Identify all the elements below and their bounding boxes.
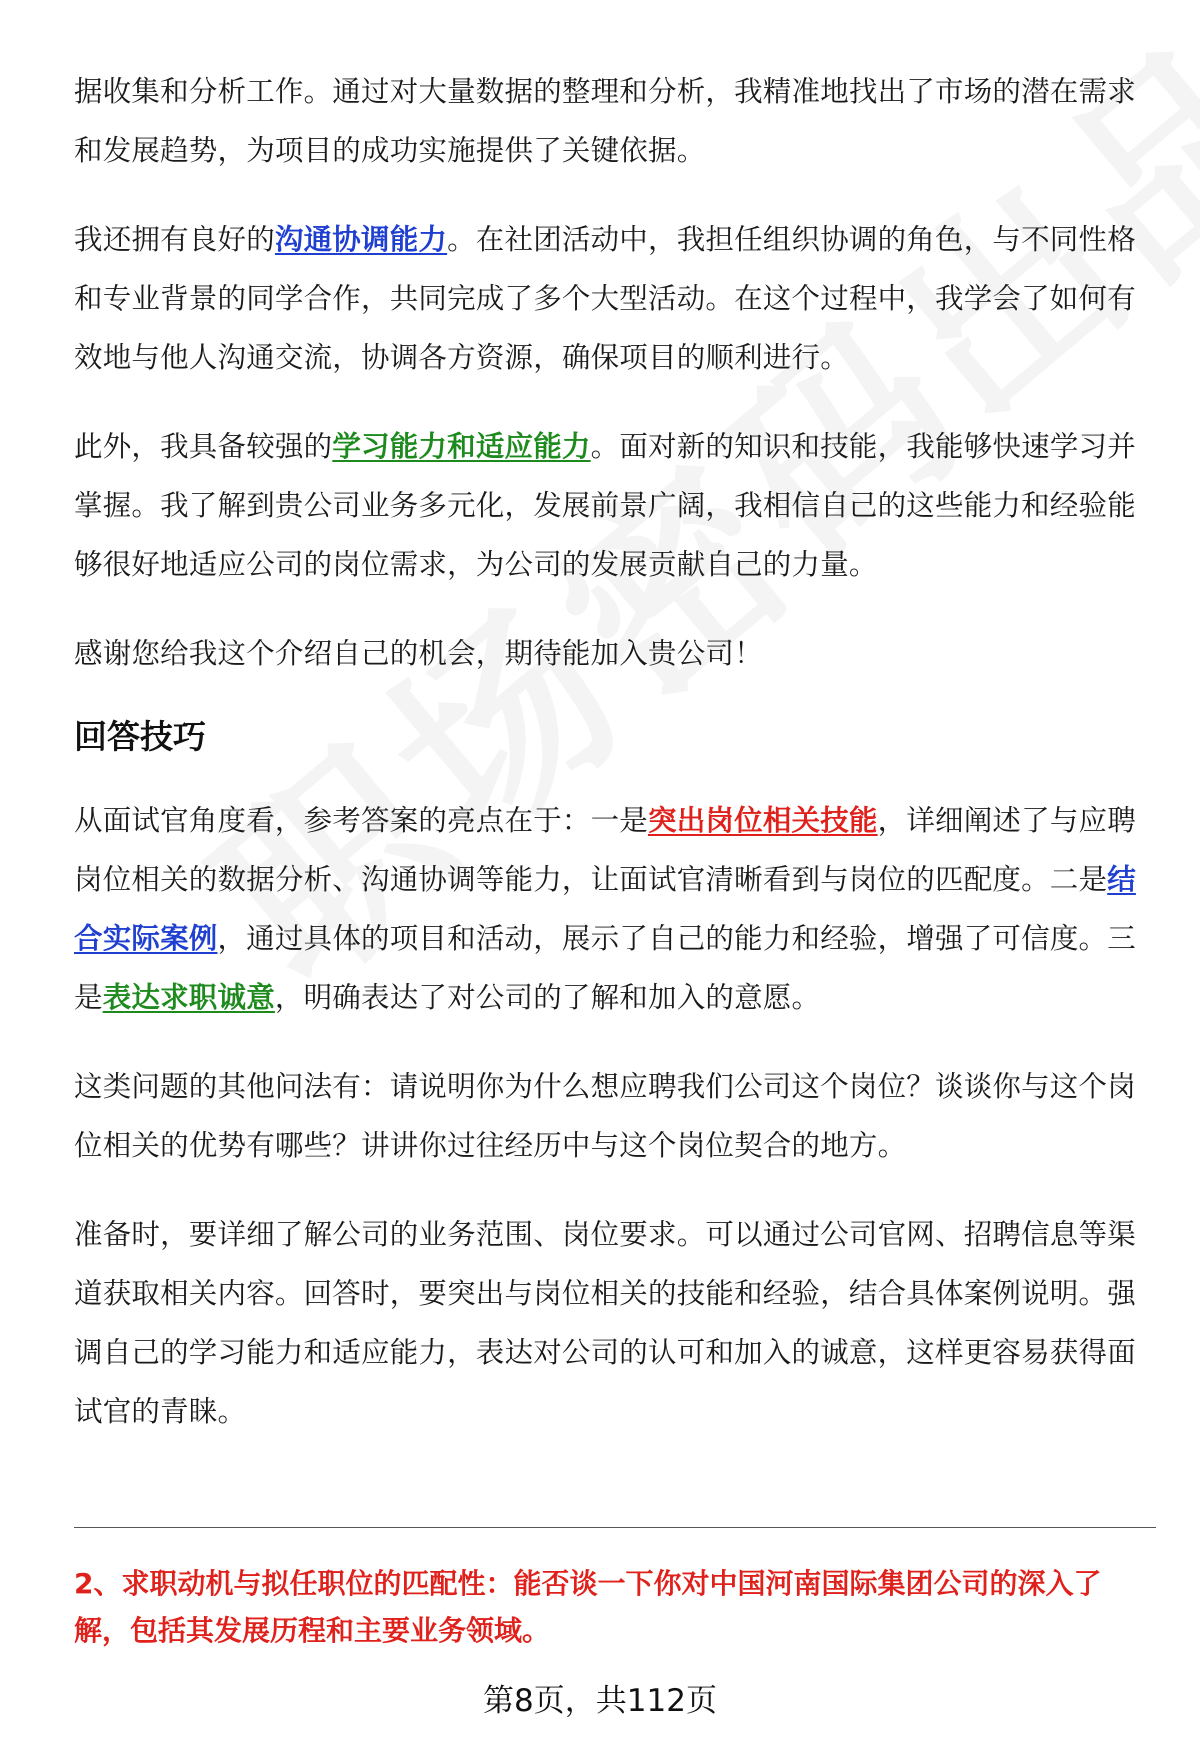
paragraph-text: 准备时，要详细了解公司的业务范围、岗位要求。可以通过公司官网、招聘信息等渠道获取相关内容。回答时，要突出与岗位相关的技能和经验，结合具体案例说明。强调自己的学习能力和适应能力，表达对公司的认可和加入的诚意，这样更容易获得面试官的青睐。 xyxy=(74,1218,1136,1428)
paragraph-text: ，详细阐述了与应聘岗位相关的数据分析、沟通协调等能力，让面试官清晰看到与岗位的匹配度。二是 xyxy=(74,804,1136,896)
paragraph-text: 。在社团活动中，我担任组织协调的角色，与不同性格和专业背景的同学合作，共同完成了多个大型活动。在这个过程中，我学会了如何有效地与他人沟通交流，协调各方资源，确保项目的顺利进行。 xyxy=(74,223,1136,374)
answer-paragraph xyxy=(74,210,1154,387)
section-title: 回答技巧 xyxy=(74,717,206,756)
answer-paragraph xyxy=(74,62,1154,180)
paragraph-text: 这类问题的其他问法有：请说明你为什么想应聘我们公司这个岗位？谈谈你与这个岗位相关的优势有哪些？讲讲你过往经历中与这个岗位契合的地方。 xyxy=(74,1070,1136,1162)
page-footer: 第8页，共112页 xyxy=(483,1683,717,1719)
divider xyxy=(74,1527,1156,1528)
next-question: 2、求职动机与拟任职位的匹配性：能否谈一下你对中国河南国际集团公司的深入了解，包括其发展历程和主要业务领域。 xyxy=(74,1567,1102,1647)
answer-paragraphs xyxy=(74,62,1154,683)
document-body xyxy=(74,62,1154,1471)
paragraph-text: ，通过具体的项目和活动，展示了自己的能力和经验，增强了可信度。三是 xyxy=(74,922,1136,1014)
highlight-text: 突出岗位相关技能 xyxy=(648,804,878,837)
highlight-text: 学习能力和适应能力 xyxy=(332,430,591,463)
paragraph-text: 从面试官角度看，参考答案的亮点在于：一是 xyxy=(74,804,649,837)
highlight-text: 沟通协调能力 xyxy=(274,223,448,256)
tip-paragraph xyxy=(74,1057,1154,1175)
paragraph-text: 感谢您给我这个介绍自己的机会，期待能加入贵公司！ xyxy=(74,637,763,670)
paragraph-text: ，明确表达了对公司的了解和加入的意愿。 xyxy=(274,981,821,1014)
paragraph-text: 我还拥有良好的 xyxy=(74,223,275,256)
paragraph-text: 。面对新的知识和技能，我能够快速学习并掌握。我了解到贵公司业务多元化，发展前景广阔，我相信自己的这些能力和经验能够很好地适应公司的岗位需求，为公司的发展贡献自己的力量。 xyxy=(74,430,1136,581)
tip-paragraph xyxy=(74,791,1154,1027)
tip-paragraph xyxy=(74,1205,1154,1441)
paragraph-text: 据收集和分析工作。通过对大量数据的整理和分析，我精准地找出了市场的潜在需求和发展趋势，为项目的成功实施提供了关键依据。 xyxy=(74,75,1136,167)
paragraph-text: 此外，我具备较强的 xyxy=(74,430,333,463)
highlight-text: 表达求职诚意 xyxy=(102,981,275,1014)
answer-paragraph xyxy=(74,417,1154,594)
highlight-text: 结合实际案例 xyxy=(74,863,1136,955)
tips-paragraphs xyxy=(74,791,1154,1441)
answer-paragraph xyxy=(74,624,1154,683)
